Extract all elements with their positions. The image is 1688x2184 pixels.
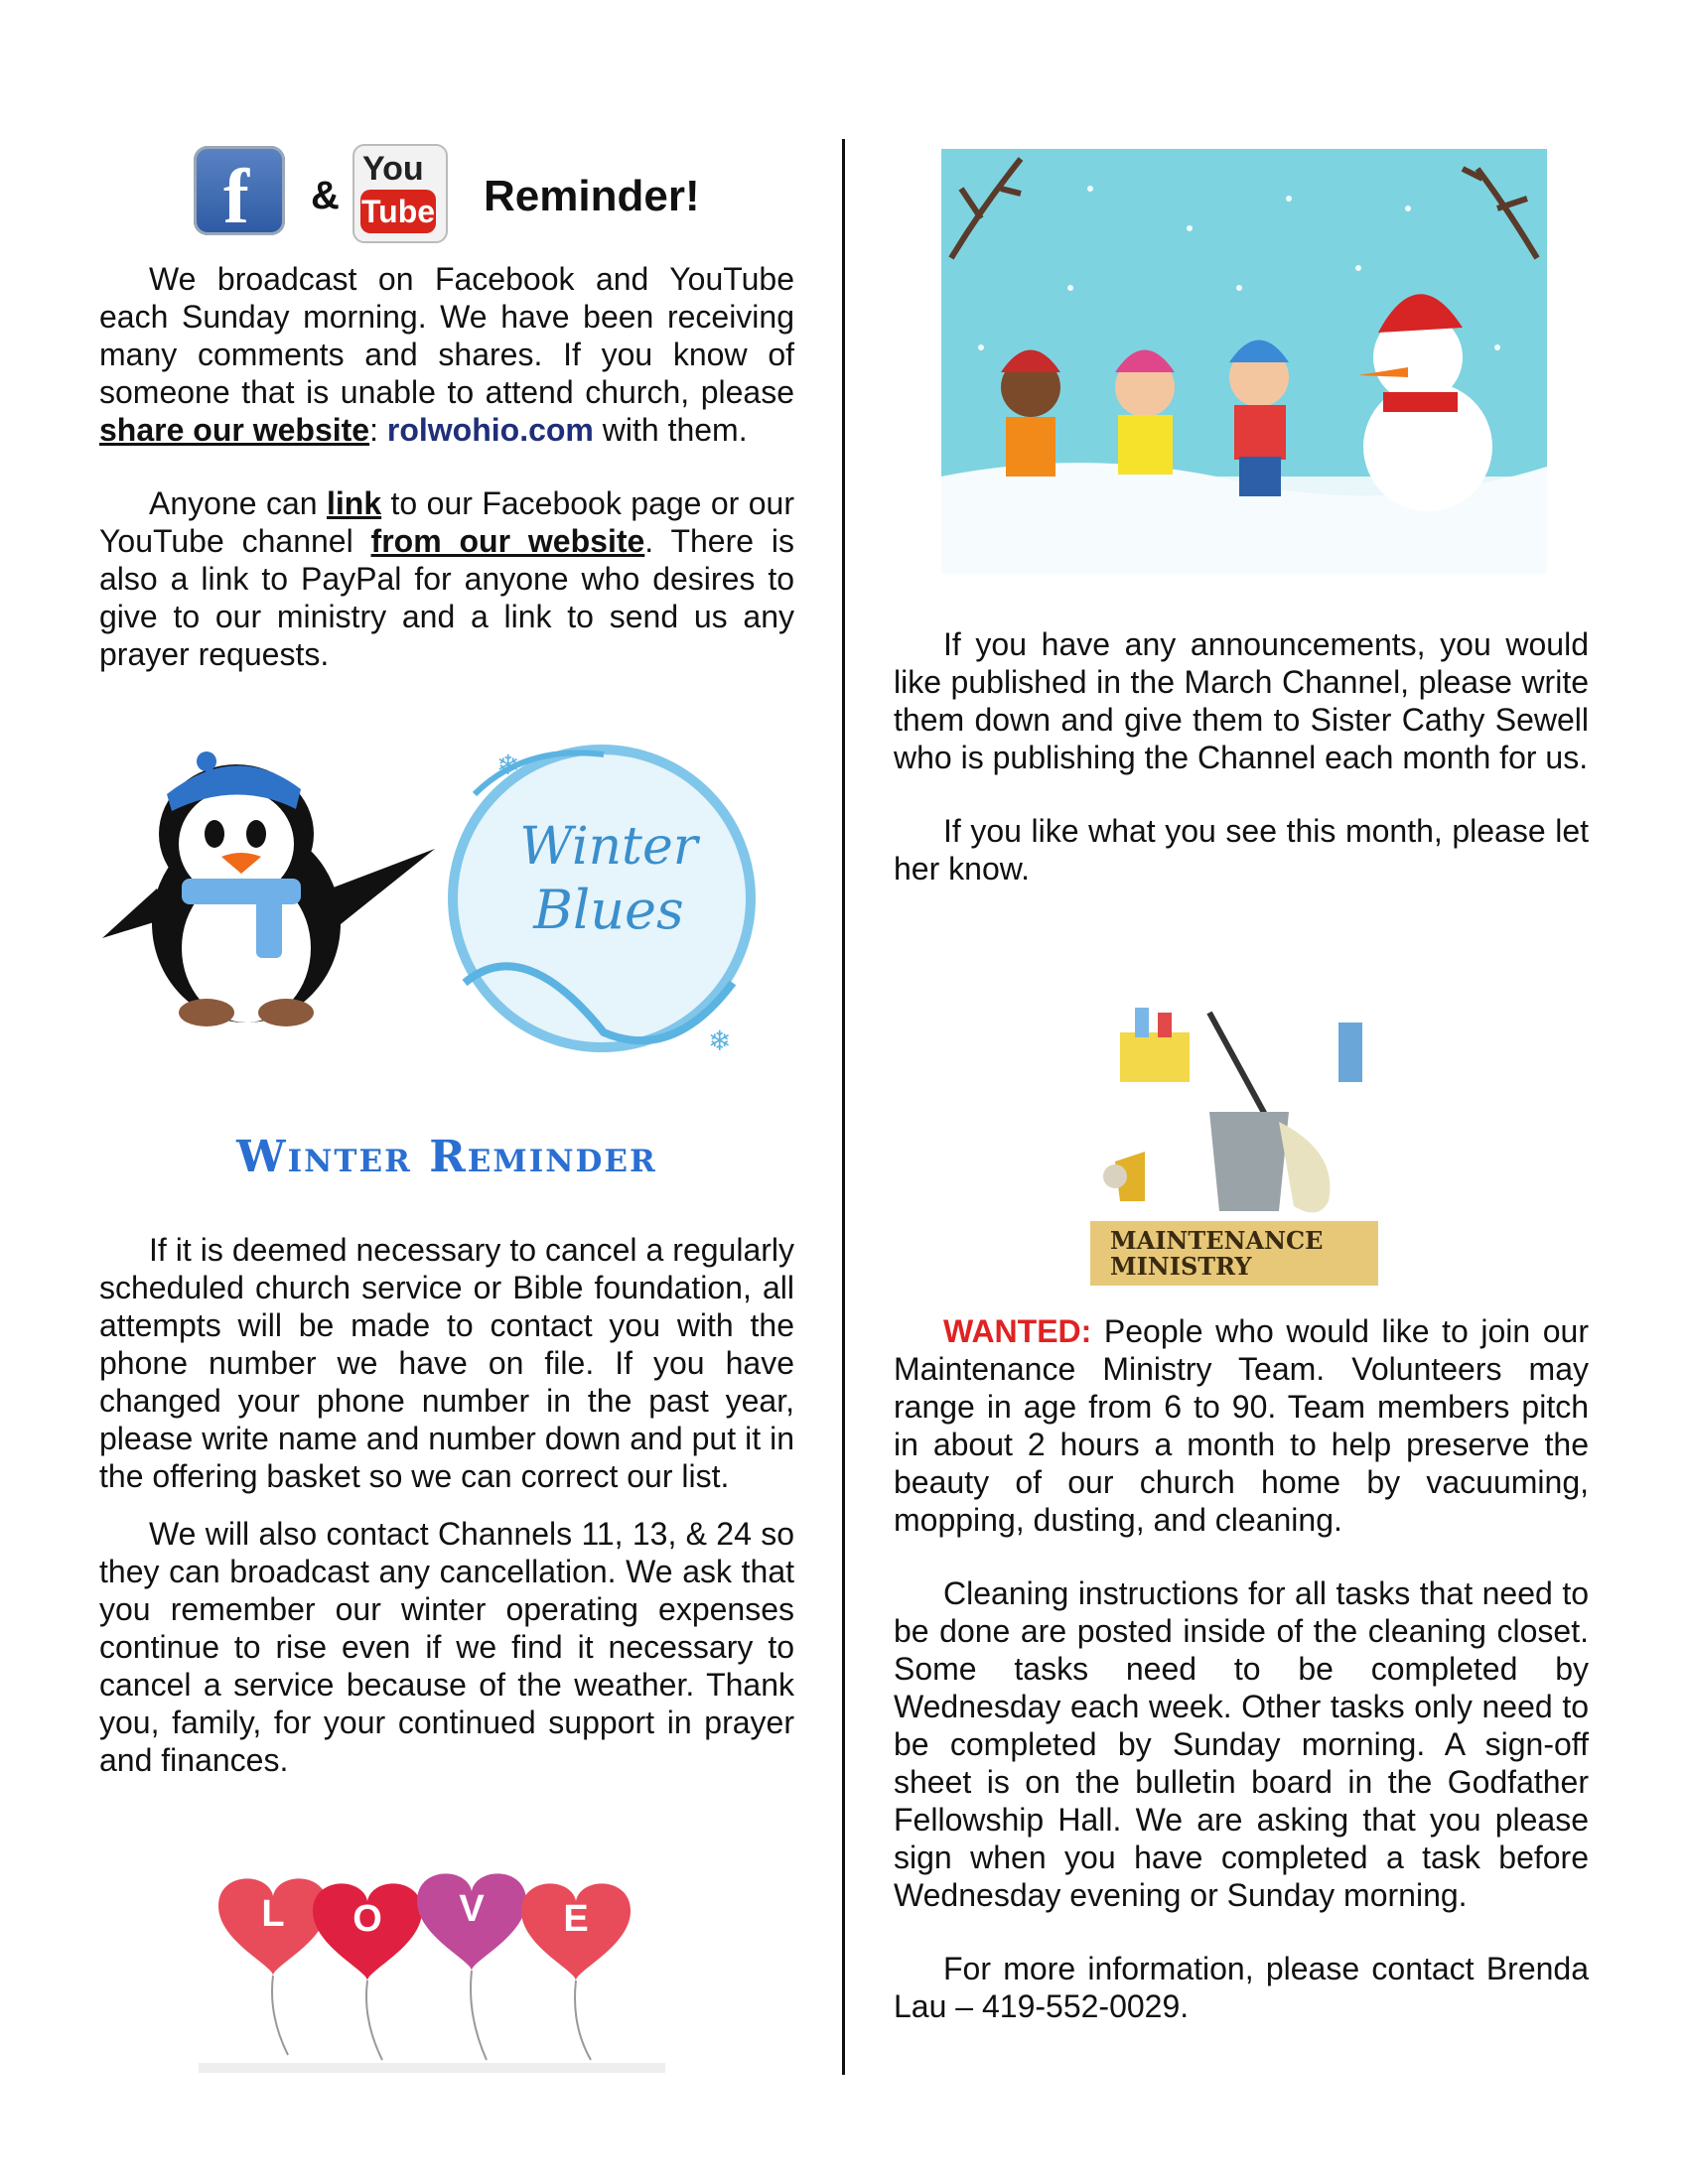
winter-blues-badge <box>435 735 763 1062</box>
feedback-paragraph: If you like what you see this month, please let her know. <box>894 813 1589 887</box>
broadcast-paragraph: We broadcast on Facebook and YouTube each Sunday morning. We have been receiving many comments and shares. If you know of someone that is unable to attend church, please share our website: rolwohio.com with them. <box>99 261 794 448</box>
penguin-illustration <box>97 740 440 1027</box>
ampersand: & <box>311 174 340 217</box>
facebook-icon: f <box>194 146 285 235</box>
love-letter-l: L <box>261 1893 285 1935</box>
youtube-icon: You Tube <box>352 144 448 243</box>
maintenance-label-line1: MAINTENANCE <box>1110 1226 1324 1255</box>
right-column-top <box>894 625 1589 887</box>
winter-blues-line1: Winter <box>519 817 698 877</box>
snow-scene-illustration <box>941 149 1547 574</box>
column-divider <box>842 139 845 2075</box>
cancellation-paragraph: If it is deemed necessary to cancel a regularly scheduled church service or Bible foundation, all attempts will be made to contact you with the phone number we have on file. If you have changed your phone number in the past year, please write name and number down and put it in the offering basket so we can correct our list. <box>99 1232 794 1494</box>
website-link[interactable]: rolwohio.com <box>386 412 594 448</box>
snowflake-icon: ❄ <box>496 750 520 780</box>
love-balloons-illustration <box>199 1866 665 2075</box>
announcements-paragraph: If you have any announcements, you would like published in the March Channel, please write them down and give them to Sister Cathy Sewell who is publishing the Channel each month for us. <box>894 626 1589 775</box>
love-letter-o: O <box>352 1898 382 1940</box>
maintenance-ministry-illustration <box>1090 1003 1388 1291</box>
wanted-paragraph: WANTED: People who would like to join our Maintenance Ministry Team. Volunteers may range in age from 6 to 90. Team members pitch in about 2 hours a month to help preserve the beauty of our church home by vacuuming, mopping, dusting, and cleaning. <box>894 1313 1589 1538</box>
link-word: link <box>326 485 382 521</box>
channels-paragraph: We will also contact Channels 11, 13, & 24 so they can broadcast any cancellation. We ask that you remember our winter operating expenses continue to rise even if we find it necessary to cancel a service because of the weather. Thank you, family, for your continued support in prayer and finances. <box>99 1516 794 1778</box>
love-letter-e: E <box>563 1898 589 1940</box>
from-website-text: from our website <box>370 523 645 559</box>
right-column-bottom <box>894 1312 1589 2025</box>
left-column-top <box>99 260 794 673</box>
page-title: Reminder! <box>484 172 700 220</box>
love-letter-v: V <box>459 1888 485 1930</box>
wanted-label: WANTED: <box>943 1313 1092 1349</box>
maintenance-label-line2: MINISTRY <box>1110 1252 1252 1281</box>
share-website-text: share our website <box>99 412 370 448</box>
reminder-header <box>194 144 750 243</box>
contact-paragraph: For more information, please contact Brenda Lau – 419-552-0029. <box>894 1951 1589 2024</box>
winter-reminder-title: Winter Reminder <box>236 1132 657 1182</box>
snowflake-icon: ❄ <box>708 1025 732 1056</box>
link-paragraph: Anyone can link to our Facebook page or our YouTube channel from our website. There is also a link to PayPal for anyone who desires to give to our ministry and a link to send us any prayer requests. <box>99 485 795 672</box>
cleaning-instructions-paragraph: Cleaning instructions for all tasks that need to be done are posted inside of the cleaning closet. Some tasks need to be completed by Wednesday each week. Other tasks only need to be completed by Sunday morning. A sign-off sheet is on the bulletin board in the Godfather Fellowship Hall. We are asking that you please sign when you have completed a task before Wednesday evening or Sunday morning. <box>894 1575 1589 1913</box>
left-column-bottom <box>99 1231 794 1779</box>
winter-blues-line2: Blues <box>533 879 684 941</box>
